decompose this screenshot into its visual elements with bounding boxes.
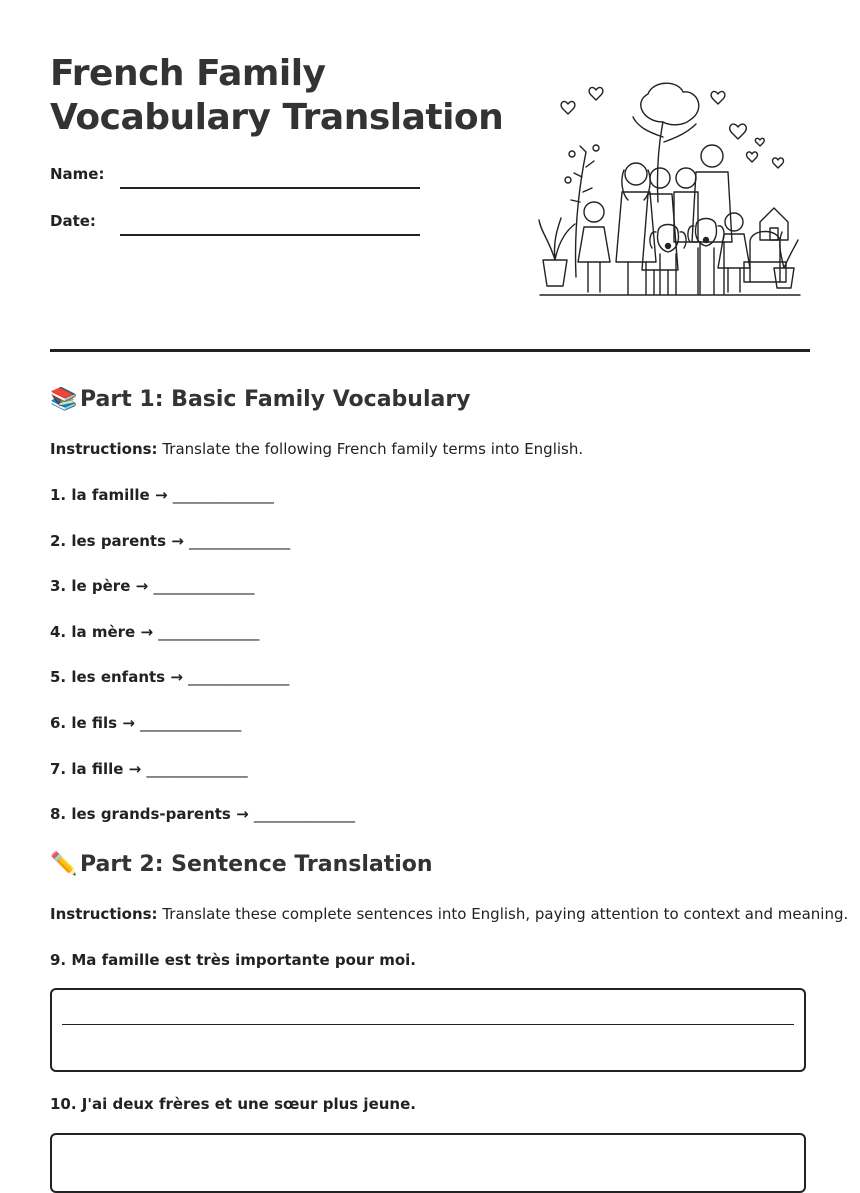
date-label: Date:: [50, 212, 96, 230]
vocab-term: 7. la fille: [50, 759, 124, 778]
part2-instructions: [50, 905, 848, 923]
vocab-item: [50, 577, 355, 623]
name-line[interactable]: [120, 187, 420, 189]
name-label: Name:: [50, 165, 105, 183]
vocab-item: [50, 714, 355, 760]
vocab-item: [50, 486, 355, 532]
part1-instructions-text: Translate the following French family terms into English.: [157, 440, 584, 458]
arrow-icon: →: [236, 805, 249, 824]
arrow-icon: →: [128, 759, 142, 778]
family-illustration: [538, 82, 803, 307]
name-field: [50, 165, 430, 195]
arrow-icon: →: [135, 577, 149, 596]
answer-line: [62, 1024, 794, 1025]
vocab-term: 1. la famille: [50, 486, 150, 504]
pencil-icon: ✏️: [50, 852, 78, 877]
part2-instructions-label: Instructions:: [50, 905, 158, 923]
answer-blank[interactable]: ______________: [189, 531, 290, 550]
vocab-item: [50, 760, 355, 806]
answer-blank[interactable]: ______________: [188, 668, 289, 687]
arrow-icon: →: [170, 668, 183, 687]
answer-blank[interactable]: ______________: [253, 805, 355, 824]
part1-instructions: [50, 440, 583, 458]
part2-instructions-text: Translate these complete sentences into English, paying attention to context and meaning.: [157, 905, 849, 923]
arrow-icon: →: [171, 531, 184, 550]
header-divider: [50, 349, 810, 352]
arrow-icon: →: [122, 713, 135, 732]
vocab-term: 3. le père: [50, 577, 131, 596]
answer-blank[interactable]: ______________: [158, 622, 260, 641]
vocab-term: 8. les grands-parents: [50, 805, 231, 824]
date-field: [50, 212, 430, 242]
part1-heading: [50, 387, 471, 412]
part1-heading-text: Part 1: Basic Family Vocabulary: [80, 387, 471, 412]
part1-instructions-label: Instructions:: [50, 440, 158, 458]
vocab-list: [50, 486, 355, 851]
vocab-term: 5. les enfants: [50, 668, 166, 687]
part2-heading-text: Part 2: Sentence Translation: [80, 852, 433, 877]
sentence-prompt: 10. J'ai deux frères et une sœur plus jeune.: [50, 1095, 416, 1113]
answer-blank[interactable]: ______________: [153, 577, 255, 596]
vocab-term: 2. les parents: [50, 531, 167, 550]
answer-blank[interactable]: ______________: [146, 759, 248, 778]
answer-box[interactable]: [50, 1133, 806, 1193]
answer-blank[interactable]: ______________: [140, 713, 241, 732]
answer-box[interactable]: [50, 988, 806, 1072]
vocab-item: [50, 805, 355, 851]
vocab-term: 6. le fils: [50, 713, 118, 732]
title-line-2: Vocabulary Translation: [50, 97, 504, 138]
title-line-1: French Family: [50, 53, 326, 94]
worksheet-title: [50, 52, 520, 140]
sentence-prompt: 9. Ma famille est très importante pour moi.: [50, 951, 416, 969]
answer-blank[interactable]: ______________: [172, 486, 274, 504]
part2-heading: [50, 852, 433, 877]
books-icon: 📚: [50, 387, 78, 412]
arrow-icon: →: [154, 486, 168, 504]
date-line[interactable]: [120, 234, 420, 236]
vocab-item: [50, 623, 355, 669]
vocab-item: [50, 668, 355, 714]
vocab-item: [50, 532, 355, 578]
vocab-term: 4. la mère: [50, 622, 136, 641]
arrow-icon: →: [140, 622, 154, 641]
